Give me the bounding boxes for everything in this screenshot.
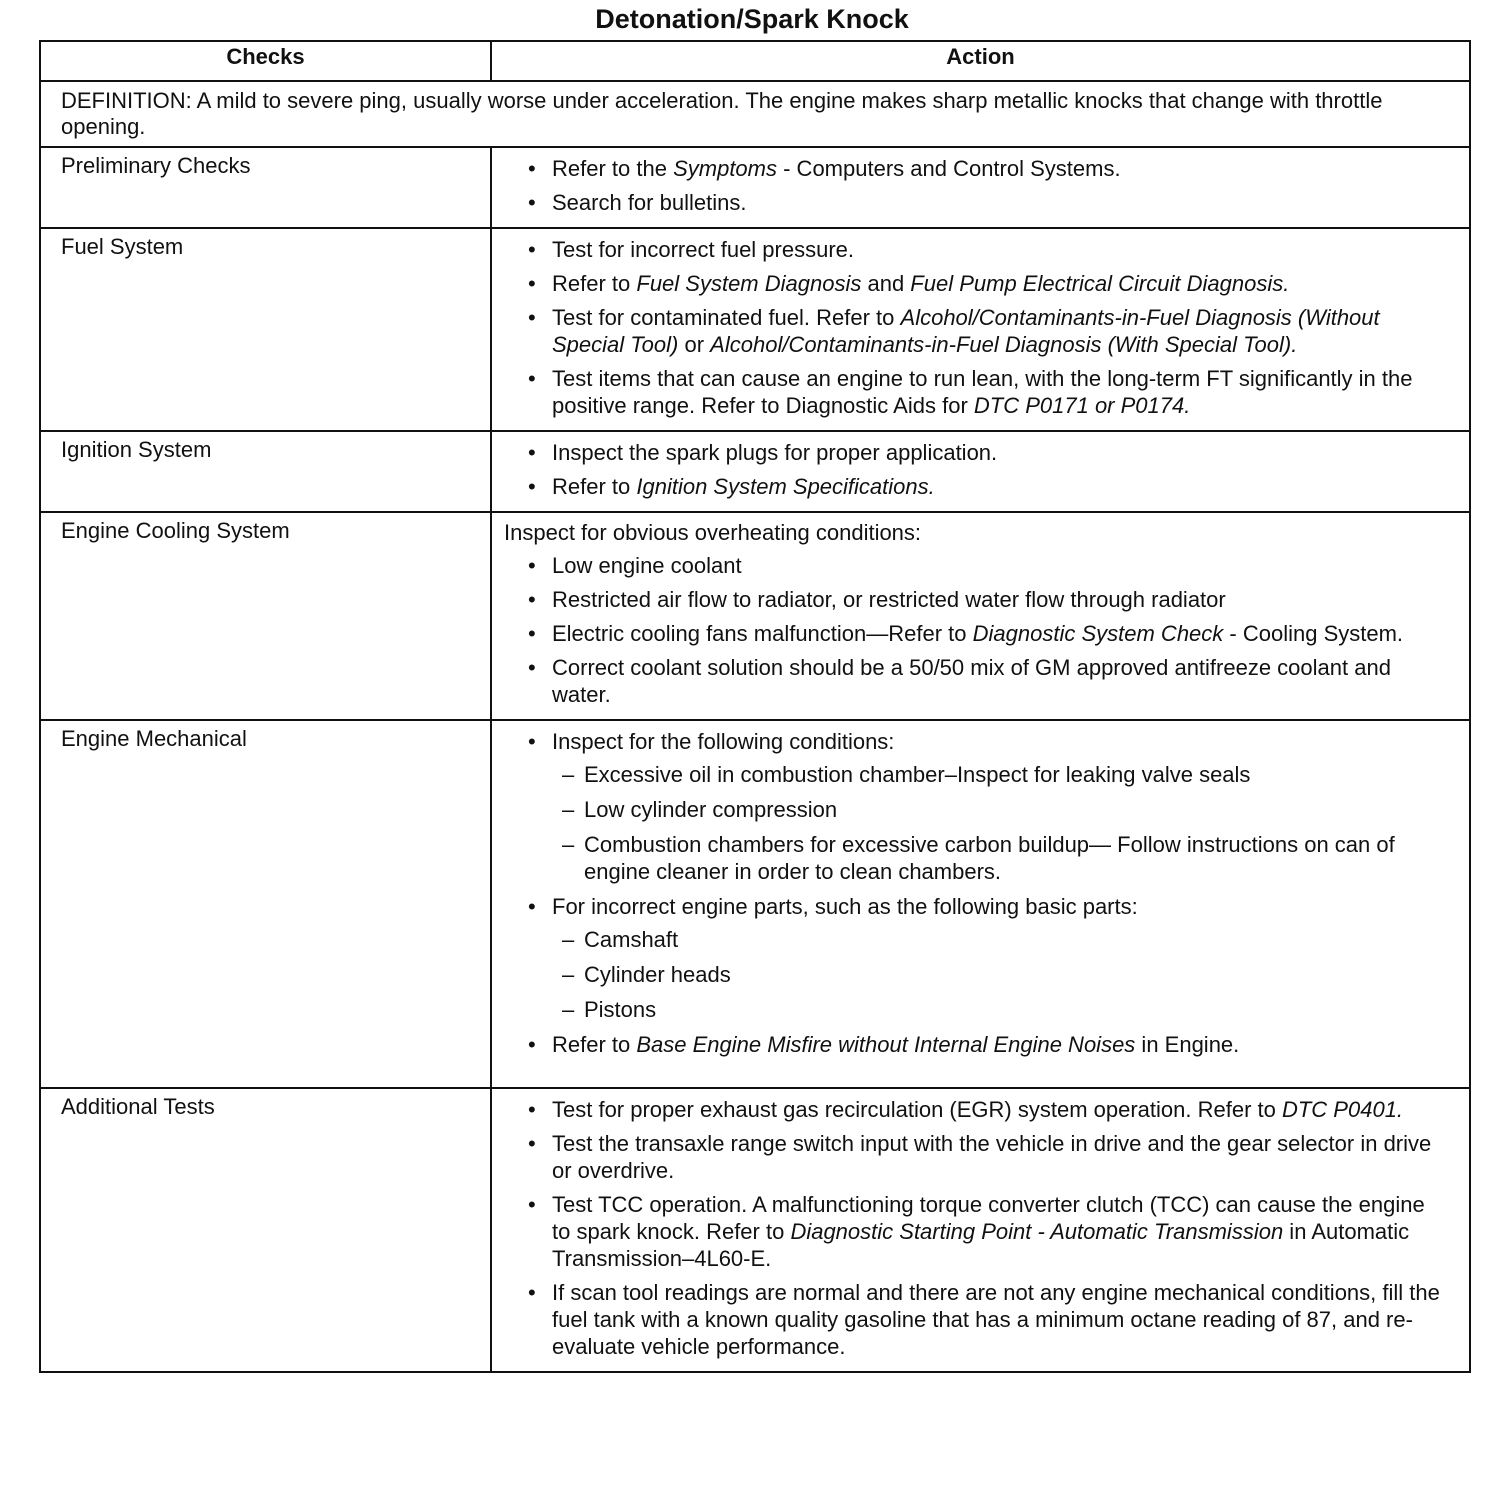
definition-text: DEFINITION: A mild to severe ping, usually worse under acceleration. The engine makes sharp metallic knocks that change with throttle opening. [40,81,1470,147]
action-mechanical [491,720,1470,1088]
list-item: • For incorrect engine parts, such as the following basic parts: – Camshaft – Cylinder heads – Pistons [504,893,1449,1023]
check-cooling: Engine Cooling System [40,512,491,720]
cooling-intro: Inspect for obvious overheating conditions: [504,520,922,545]
check-preliminary: Preliminary Checks [40,147,491,228]
list-item: • Inspect for the following conditions: – Excessive oil in combustion chamber–Inspect for leaking valve seals – Low cylinder compression – Combustion chambers for excessive carbon buildup— Follow instructions on can of engine cleaner in order to clean chambers. [504,728,1449,885]
action-additional [491,1088,1470,1372]
header-row [40,41,1470,81]
list-item: • Test items that can cause an engine to run lean, with the long-term FT significantly in the positive range. Refer to Diagnostic Aids for DTC P0171 or P0174. [504,365,1449,419]
check-ignition: Ignition System [40,431,491,512]
list-item: • Test for incorrect fuel pressure. [504,236,1449,263]
list-item: • Test for proper exhaust gas recirculation (EGR) system operation. Refer to DTC P0401. [504,1096,1449,1123]
list-item: • Refer to Fuel System Diagnosis and Fuel Pump Electrical Circuit Diagnosis. [504,270,1449,297]
diagnostic-table [39,40,1471,1373]
list-item: • If scan tool readings are normal and there are not any engine mechanical conditions, fill the fuel tank with a known quality gasoline that has a minimum octane reading of 87, and re-evaluate vehicle performance. [504,1279,1449,1360]
list-item: • Test for contaminated fuel. Refer to Alcohol/Contaminants-in-Fuel Diagnosis (Without Special Tool) or Alcohol/Contaminants-in-Fuel Diagnosis (With Special Tool). [504,304,1449,358]
list-item: • Test the transaxle range switch input with the vehicle in drive and the gear selector in drive or overdrive. [504,1130,1449,1184]
list-item: • Refer to the Symptoms - Computers and Control Systems. [504,155,1449,182]
table-row [40,512,1470,720]
list-item: • Test TCC operation. A malfunctioning torque converter clutch (TCC) can cause the engine to spark knock. Refer to Diagnostic Starting Point - Automatic Transmission in Automatic Transmission–4L60-E. [504,1191,1449,1272]
action-preliminary [491,147,1470,228]
list-item: • Electric cooling fans malfunction—Refer to Diagnostic System Check - Cooling System. [504,620,1449,647]
action-header: Action [491,41,1470,81]
list-item: • Correct coolant solution should be a 50/50 mix of GM approved antifreeze coolant and water. [504,654,1449,708]
list-item: • Refer to Ignition System Specifications. [504,473,1449,500]
list-item: • Low engine coolant [504,552,1449,579]
table-row [40,147,1470,228]
action-cooling [491,512,1470,720]
sub-list-item: – Combustion chambers for excessive carbon buildup— Follow instructions on can of engine cleaner in order to clean chambers. [552,831,1449,885]
check-additional: Additional Tests [40,1088,491,1372]
sub-list-item: – Pistons [552,996,1449,1023]
table-row [40,720,1470,1088]
table-row [40,228,1470,431]
checks-header: Checks [40,41,491,81]
action-ignition [491,431,1470,512]
list-item: • Restricted air flow to radiator, or restricted water flow through radiator [504,586,1449,613]
table-row [40,431,1470,512]
sub-list-item: – Camshaft [552,926,1449,953]
list-item: • Inspect the spark plugs for proper application. [504,439,1449,466]
list-item: • Refer to Base Engine Misfire without Internal Engine Noises in Engine. [504,1031,1449,1058]
list-item: • Search for bulletins. [504,189,1449,216]
action-fuel [491,228,1470,431]
check-mechanical: Engine Mechanical [40,720,491,1088]
definition-row [40,81,1470,147]
sub-list-item: – Excessive oil in combustion chamber–Inspect for leaking valve seals [552,761,1449,788]
table-row [40,1088,1470,1372]
check-fuel: Fuel System [40,228,491,431]
sub-list-item: – Low cylinder compression [552,796,1449,823]
sub-list-item: – Cylinder heads [552,961,1449,988]
page-title: Detonation/Spark Knock [595,4,909,34]
